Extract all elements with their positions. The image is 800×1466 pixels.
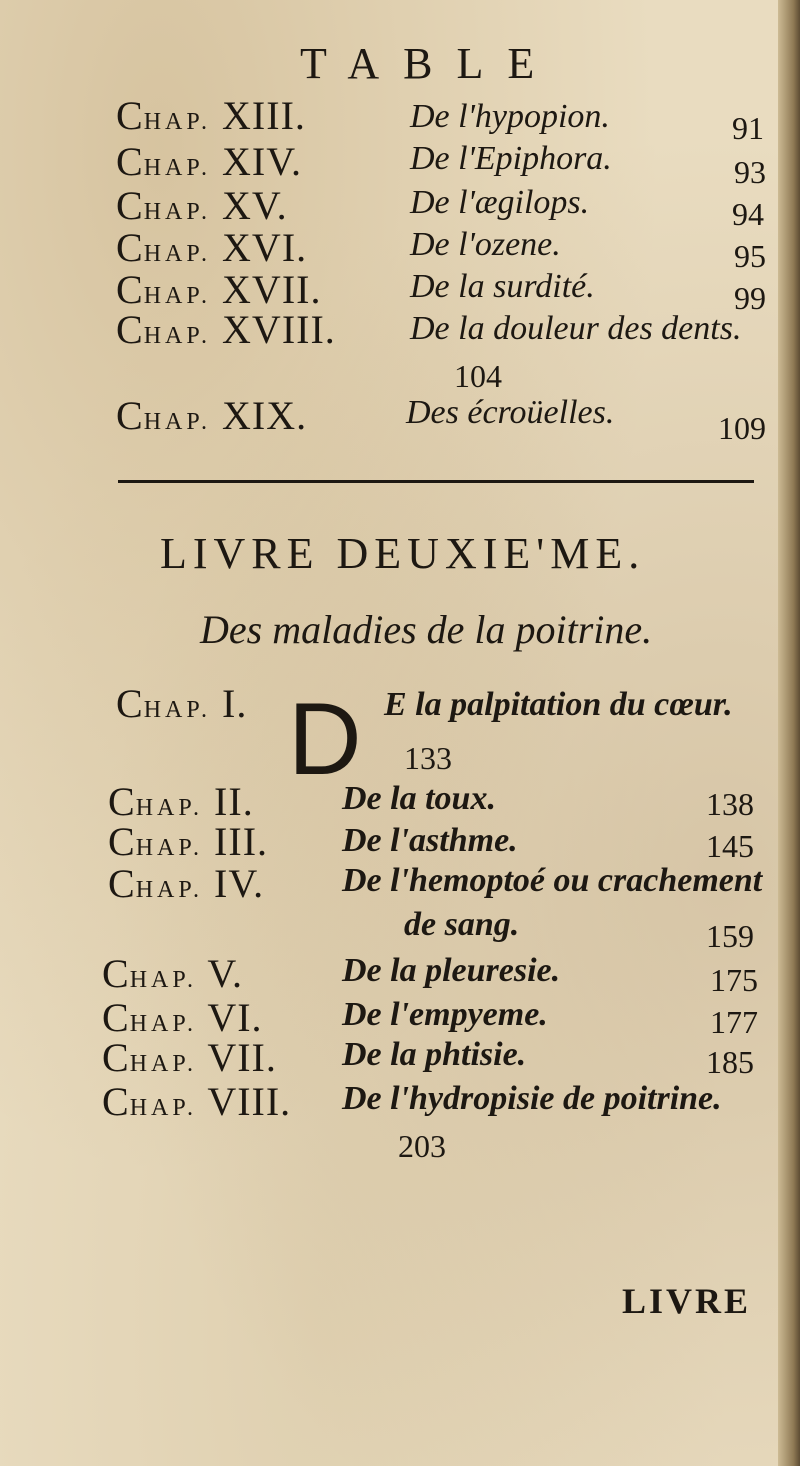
chapter-number: XV. — [222, 183, 288, 228]
chapter-label-rest: HAP. — [129, 1011, 198, 1037]
chapter-label-rest: HAP. — [135, 835, 204, 861]
chapter-number: XVI. — [222, 225, 308, 270]
chapter-label-rest: HAP. — [129, 967, 198, 993]
page-number: 91 — [732, 110, 764, 146]
page-number: 95 — [734, 238, 766, 274]
chapter-title: De l'hypopion. — [410, 98, 610, 135]
chapter-title: De l'Epiphora. — [410, 140, 612, 177]
chapter-title: De la toux. — [342, 780, 496, 817]
running-head: TABLE — [300, 39, 559, 88]
chapter-label-initial: C — [102, 995, 130, 1040]
chapter-title: De la douleur des dents. — [410, 310, 742, 347]
page-number: 203 — [398, 1128, 446, 1164]
chapter-number: XVIII. — [222, 307, 336, 352]
chapter-number: VI. — [207, 995, 263, 1040]
page-number: 175 — [710, 962, 758, 998]
chapter-number: VIII. — [207, 1079, 292, 1124]
page-number: 133 — [404, 740, 452, 776]
chapter-label-initial: C — [108, 861, 136, 906]
chapter-number: XVII. — [222, 267, 322, 312]
chapter-number: XIV. — [222, 139, 302, 184]
chapter-number: XIII. — [222, 93, 306, 138]
chapter-title: De l'empyeme. — [342, 996, 548, 1033]
chapter-title-continued: de sang. — [404, 906, 520, 943]
chapter-title: Des écroüelles. — [406, 394, 615, 431]
chapter-label-initial: C — [116, 307, 144, 352]
chapter-title: De la surdité. — [410, 268, 595, 305]
chapter-label-rest: HAP. — [143, 199, 212, 225]
chapter-label — [116, 392, 307, 439]
chapter-label-initial: C — [116, 183, 144, 228]
chapter-number: III. — [214, 819, 269, 864]
chapter-label-initial: C — [116, 225, 144, 270]
chapter-label-rest: HAP. — [143, 241, 212, 267]
chapter-title: De l'ægilops. — [410, 184, 590, 221]
chapter-number: II. — [214, 779, 254, 824]
chapter-label-rest: HAP. — [143, 109, 212, 135]
chapter-label — [116, 92, 306, 139]
chapter-label — [108, 860, 264, 907]
chapter-label — [102, 1034, 277, 1081]
chapter-label-rest: HAP. — [135, 795, 204, 821]
chapter-number: I. — [222, 681, 248, 726]
chapter-label — [116, 182, 288, 229]
drop-cap: D — [288, 682, 362, 796]
page-number: 94 — [732, 196, 764, 232]
chapter-label — [116, 224, 307, 271]
chapter-label — [108, 818, 268, 865]
chapter-number: IV. — [214, 861, 265, 906]
chapter-number: VII. — [207, 1035, 277, 1080]
chapter-title: De la pleuresie. — [342, 952, 561, 989]
chapter-title: De l'asthme. — [342, 822, 518, 859]
chapter-label-initial: C — [108, 819, 136, 864]
catchword: LIVRE — [622, 1281, 752, 1321]
chapter-label-rest: HAP. — [129, 1051, 198, 1077]
chapter-title: E la palpitation du cœur. — [384, 686, 733, 723]
chapter-label — [102, 1078, 291, 1125]
chapter-title: De l'hydropisie de poitrine. — [342, 1080, 722, 1117]
chapter-label — [102, 950, 243, 997]
chapter-label — [116, 138, 302, 185]
chapter-label-initial: C — [102, 951, 130, 996]
chapter-label-initial: C — [116, 393, 144, 438]
chapter-label-rest: HAP. — [143, 155, 212, 181]
chapter-number: V. — [207, 951, 244, 996]
chapter-label-rest: HAP. — [129, 1095, 198, 1121]
chapter-label — [116, 680, 247, 727]
chapter-label-initial: C — [116, 681, 144, 726]
page-number: 104 — [454, 358, 502, 394]
chapter-label-rest: HAP. — [143, 409, 212, 435]
chapter-title: De l'ozene. — [410, 226, 561, 263]
chapter-label — [116, 306, 336, 353]
chapter-label-initial: C — [116, 93, 144, 138]
chapter-title: De la phtisie. — [342, 1036, 527, 1073]
page-number: 99 — [734, 280, 766, 316]
book-subtitle: Des maladies de la poitrine. — [200, 607, 653, 652]
chapter-label-rest: HAP. — [143, 283, 212, 309]
chapter-label-rest: HAP. — [143, 323, 212, 349]
chapter-label-initial: C — [102, 1035, 130, 1080]
book-heading: LIVRE DEUXIE'ME. — [160, 529, 646, 578]
section-divider — [118, 480, 754, 483]
chapter-label-initial: C — [116, 139, 144, 184]
chapter-label-initial: C — [102, 1079, 130, 1124]
page-number: 145 — [706, 828, 754, 864]
page-number: 138 — [706, 786, 754, 822]
page-number: 177 — [710, 1004, 758, 1040]
chapter-label-initial: C — [116, 267, 144, 312]
chapter-label-rest: HAP. — [135, 877, 204, 903]
page-number: 109 — [718, 410, 766, 446]
chapter-label-rest: HAP. — [143, 697, 212, 723]
page-number: 159 — [706, 918, 754, 954]
chapter-label-initial: C — [108, 779, 136, 824]
chapter-number: XIX. — [222, 393, 308, 438]
chapter-title: De l'hemoptoé ou crachement — [342, 862, 763, 899]
page-number: 93 — [734, 154, 766, 190]
page-number: 185 — [706, 1044, 754, 1080]
